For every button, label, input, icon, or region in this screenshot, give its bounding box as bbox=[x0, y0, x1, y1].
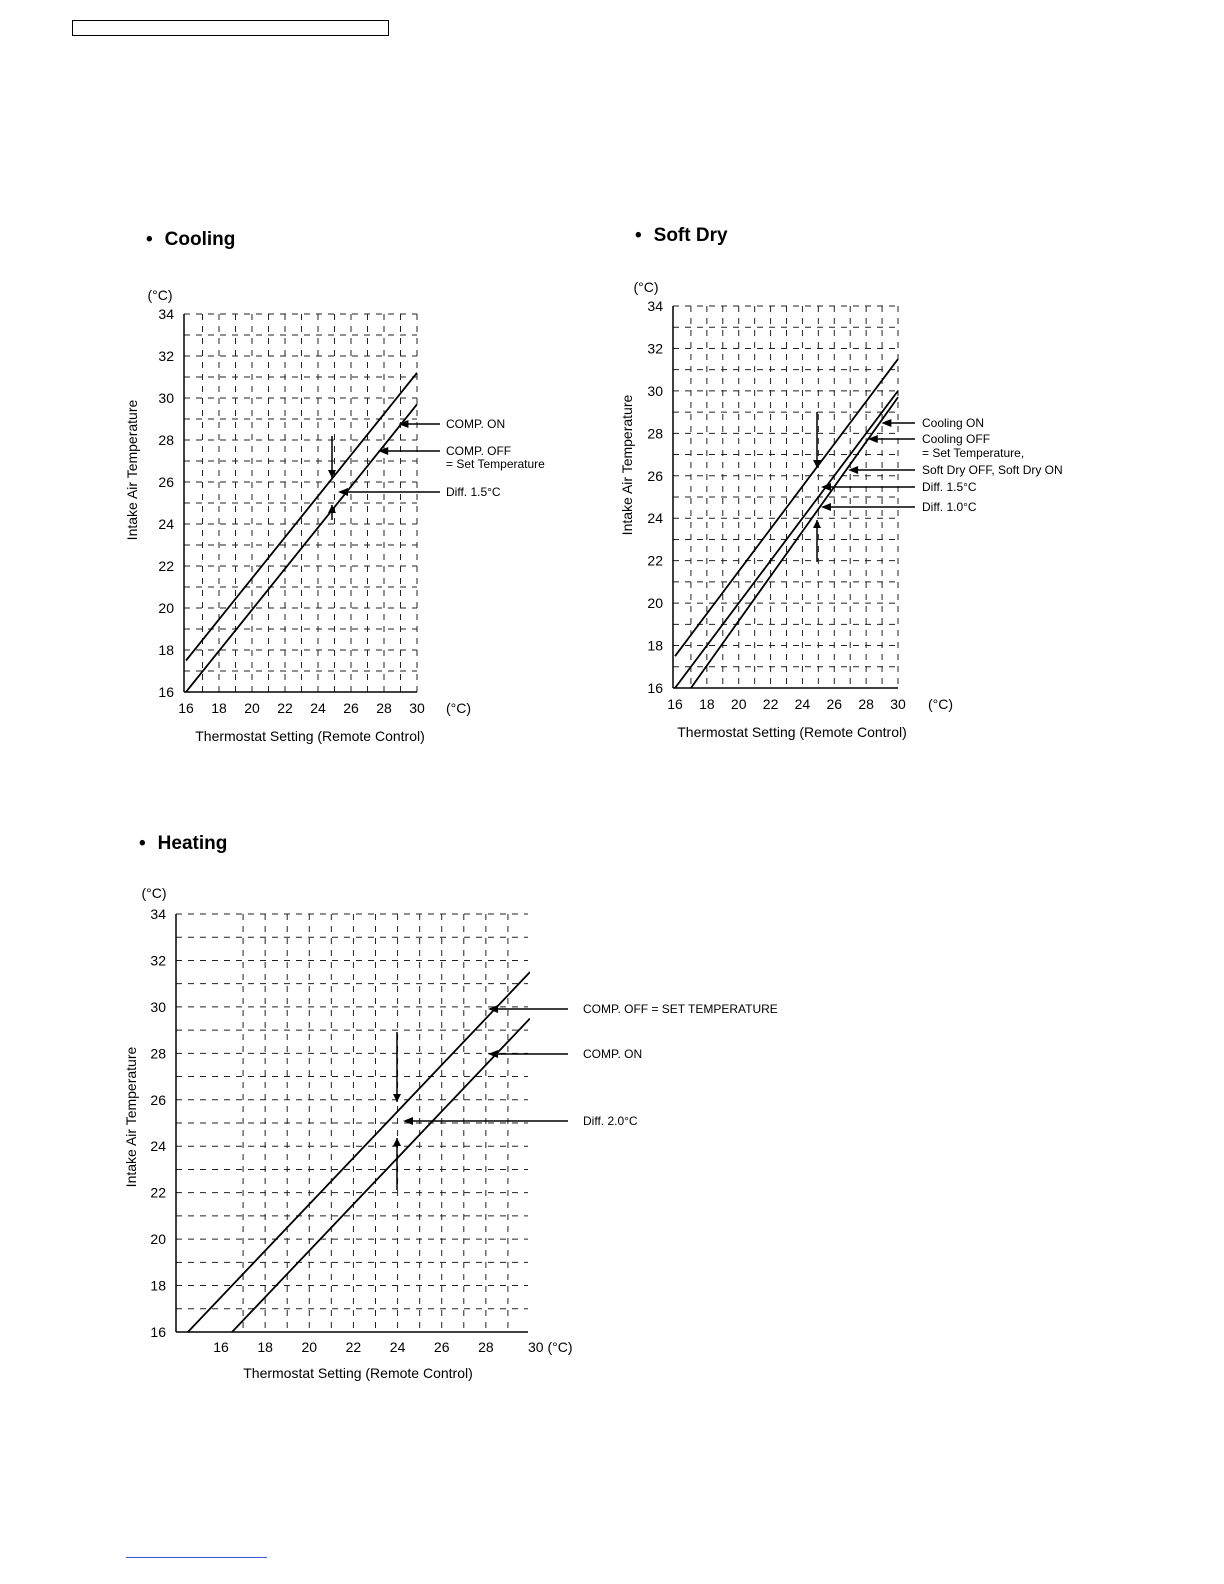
diff-arrow-down-head bbox=[393, 1094, 401, 1102]
bullet-icon: • bbox=[635, 225, 642, 246]
heating-heading: • Heating bbox=[139, 833, 228, 854]
y-unit-label: (°C) bbox=[147, 287, 173, 303]
y-tick-label: 34 bbox=[150, 906, 166, 922]
annotation-label: COMP. OFF = SET TEMPERATURE bbox=[583, 1002, 778, 1016]
annotation-label: COMP. OFF bbox=[446, 444, 512, 458]
y-unit-label: (°C) bbox=[633, 279, 659, 295]
x-tick-label: 22 bbox=[762, 696, 779, 712]
y-tick-label: 16 bbox=[647, 680, 663, 696]
x-tick-label: 20 bbox=[244, 700, 260, 716]
x-tick-label: 24 bbox=[794, 696, 811, 712]
footer-rule bbox=[126, 1557, 267, 1558]
y-tick-label: 22 bbox=[150, 1184, 166, 1201]
x-tick-label: 30 bbox=[890, 696, 906, 712]
x-tick-label: 18 bbox=[699, 696, 715, 712]
annotation-arrowhead bbox=[821, 483, 831, 491]
y-tick-label: 30 bbox=[150, 998, 166, 1015]
x-tick-label: 24 bbox=[389, 1339, 406, 1355]
x-tick-label: 28 bbox=[376, 700, 392, 716]
y-tick-label: 32 bbox=[150, 952, 166, 969]
y-tick-label: 24 bbox=[647, 510, 663, 527]
annotation-arrowhead bbox=[881, 419, 891, 427]
annotation-label: Diff. 2.0°C bbox=[583, 1114, 638, 1128]
x-tick-label: 16 bbox=[178, 700, 194, 716]
y-tick-label: 24 bbox=[150, 1138, 166, 1155]
y-tick-label: 26 bbox=[158, 474, 174, 490]
y-axis-title: Intake Air Temperature bbox=[123, 1046, 139, 1188]
x-tick-label: 20 bbox=[730, 696, 747, 712]
x-tick-label: 26 bbox=[826, 696, 843, 712]
y-axis-title: Intake Air Temperature bbox=[124, 399, 140, 541]
x-tick-label: 28 bbox=[478, 1339, 494, 1355]
annotation-label: Soft Dry OFF, Soft Dry ON bbox=[922, 463, 1063, 477]
y-tick-label: 34 bbox=[647, 298, 663, 314]
y-tick-label: 26 bbox=[150, 1091, 166, 1108]
y-tick-label: 32 bbox=[158, 348, 174, 364]
x-tick-label: 22 bbox=[345, 1339, 362, 1355]
x-tick-label: 18 bbox=[257, 1339, 273, 1355]
x-tick-label: 16 bbox=[213, 1339, 229, 1355]
x-tick-label: 28 bbox=[858, 696, 874, 712]
y-tick-label: 22 bbox=[647, 552, 663, 569]
x-unit-label: (°C) bbox=[928, 696, 954, 712]
annotation-label: Cooling OFF bbox=[922, 432, 991, 446]
annotation-label: COMP. ON bbox=[583, 1047, 643, 1061]
x-tick-label: 30 (°C) bbox=[528, 1339, 573, 1355]
series-line bbox=[210, 1019, 530, 1356]
series-line bbox=[691, 397, 898, 688]
soft-dry-chart bbox=[619, 279, 1063, 740]
y-tick-label: 30 bbox=[158, 390, 174, 406]
grid bbox=[176, 914, 528, 1332]
x-axis-title: Thermostat Setting (Remote Control) bbox=[677, 724, 907, 740]
annotation-label: COMP. ON bbox=[446, 417, 506, 431]
annotation-label: = Set Temperature bbox=[446, 457, 545, 471]
y-tick-label: 28 bbox=[647, 425, 663, 442]
heating-chart bbox=[123, 885, 778, 1381]
y-tick-label: 20 bbox=[150, 1231, 166, 1248]
x-unit-label: (°C) bbox=[446, 700, 472, 716]
x-tick-label: 24 bbox=[310, 700, 326, 716]
annotation-label: Diff. 1.5°C bbox=[446, 485, 501, 499]
y-tick-label: 20 bbox=[158, 600, 174, 616]
x-axis-title: Thermostat Setting (Remote Control) bbox=[243, 1365, 473, 1381]
annotation-label: = Set Temperature, bbox=[922, 446, 1025, 460]
bullet-icon: • bbox=[139, 833, 146, 854]
y-tick-label: 20 bbox=[647, 595, 663, 612]
diff-arrow-up-head bbox=[393, 1138, 401, 1146]
x-axis-title: Thermostat Setting (Remote Control) bbox=[195, 728, 425, 744]
cooling-heading: • Cooling bbox=[146, 229, 236, 250]
soft-dry-heading: • Soft Dry bbox=[635, 225, 728, 246]
y-tick-label: 28 bbox=[150, 1045, 166, 1062]
x-tick-label: 22 bbox=[277, 700, 293, 716]
y-tick-label: 22 bbox=[158, 558, 174, 574]
x-tick-label: 26 bbox=[433, 1339, 450, 1355]
annotation-label: Diff. 1.0°C bbox=[922, 500, 977, 514]
bullet-icon: • bbox=[146, 229, 153, 250]
annotation-arrowhead bbox=[848, 466, 858, 474]
cooling-chart bbox=[124, 287, 545, 744]
diff-arrow-up-head bbox=[813, 520, 821, 528]
x-tick-label: 16 bbox=[667, 696, 683, 712]
y-tick-label: 18 bbox=[647, 637, 663, 654]
y-tick-label: 26 bbox=[647, 467, 663, 484]
y-axis-title: Intake Air Temperature bbox=[619, 394, 635, 536]
y-tick-label: 32 bbox=[647, 340, 663, 357]
x-tick-label: 26 bbox=[343, 700, 359, 716]
grid bbox=[673, 306, 898, 688]
x-tick-label: 20 bbox=[301, 1339, 318, 1355]
annotation-arrowhead bbox=[338, 488, 348, 496]
y-tick-label: 30 bbox=[647, 382, 663, 399]
grid bbox=[184, 314, 417, 692]
y-tick-label: 34 bbox=[158, 306, 174, 322]
annotation-arrowhead bbox=[378, 447, 388, 455]
x-tick-label: 18 bbox=[211, 700, 227, 716]
y-tick-label: 18 bbox=[158, 642, 174, 658]
y-tick-label: 28 bbox=[158, 432, 174, 448]
y-tick-label: 24 bbox=[158, 516, 174, 532]
annotation-label: Cooling ON bbox=[922, 416, 985, 430]
annotation-arrowhead bbox=[403, 1117, 413, 1125]
y-unit-label: (°C) bbox=[141, 885, 167, 901]
y-tick-label: 16 bbox=[150, 1324, 166, 1340]
x-tick-label: 30 bbox=[409, 700, 425, 716]
y-tick-label: 18 bbox=[150, 1277, 166, 1294]
y-tick-label: 16 bbox=[158, 684, 174, 700]
annotation-label: Diff. 1.5°C bbox=[922, 480, 977, 494]
